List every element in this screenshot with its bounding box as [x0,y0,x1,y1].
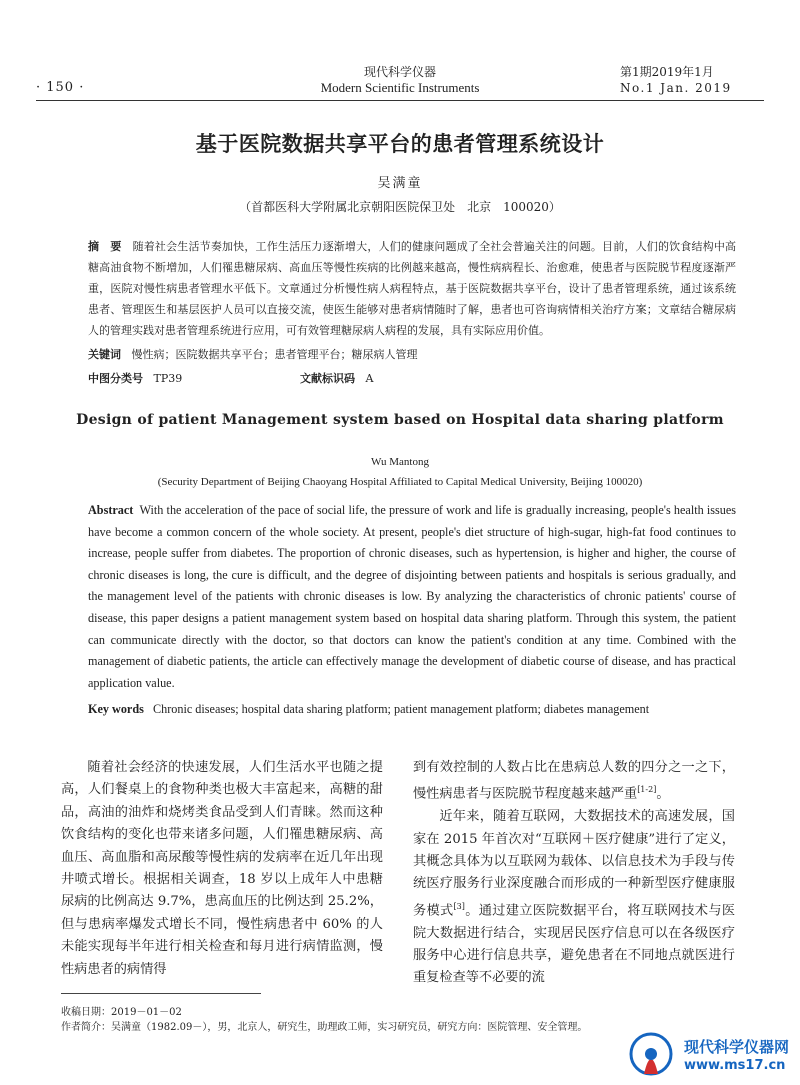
footnote-author-bio: 作者简介：吴满童（1982.09－），男，北京人，研究生，助理政工师，实习研究员，研究方向：医院管理、安全管理。 [61,1022,588,1033]
body-paragraph: 随着社会经济的快速发展，人们生活水平也随之提高，人们餐桌上的食物种类也极大丰富起来，高糖的甜品，高油的油炸和烧烤类食品受到人们青睐。然而这种饮食结构的变化也带来诸多问题，人们罹患糖尿病、高血压、高血脂和高尿酸等慢性病的发病率在近几年出现井喷式增长。根据相关调查，18 岁以上成年人中患糖尿病的比例高达 9.7%，患高血压的比例达到 25.2%，但与患病率爆发式增长不同，慢性病患者中 60% 的人未能实现每半年进行相关检查和每月进行病情监测，慢性病患者的病情得 [61,760,383,977]
body-column-right [413,757,735,990]
journal-name-cn: 现代科学仪器 [363,65,436,79]
document-code [300,370,373,386]
affiliation-cn: （首都医科大学附属北京朝阳医院保卫处 北京 100020） [239,200,561,214]
body-paragraph-continued [413,757,735,806]
header-rule [36,100,764,101]
keywords-cn [88,346,736,362]
classification-value: TP39 [153,372,183,385]
keywords-en [88,702,736,717]
abstract-cn-label: 摘 要 [88,240,122,253]
page-number: · 150 · [36,80,85,95]
abstract-cn-text: 随着社会生活节奏加快，工作生活压力逐渐增大，人们的健康问题成了全社会普遍关注的问题。目前，人们的饮食结构中高糖高油食物不断增加，人们罹患糖尿病、高血压等慢性疾病的比例越来越高，慢性病病程长、治愈难，使患者与医院脱节程度逐渐严重，医院对慢性病患者管理水平低下。文章通过分析慢性病人病程特点，基于医院数据共享平台，设计了患者管理系统，通过该系统患者、管理医生和基层医护人员可以直接交流，使医生能够对患者病情随时了解，患者也可咨询病情相关治疗方案；文章结合糖尿病人的管理实践对患者管理系统进行应用，可有效管理糖尿病人病程的发展，具有实际应用价值。 [88,240,737,337]
abstract-en [88,500,736,694]
body-text: 到有效控制的人数占比在患病总人数的四分之一之下，慢性病患者与医院脱节程度越来越严重 [413,760,735,802]
classification-label: 中图分类号 [88,372,143,385]
watermark-url[interactable]: www.ms17.cn [684,1058,786,1073]
author-en: Wu Mantong [371,456,429,468]
doc-code-value: A [365,372,374,385]
journal-name-en: Modern Scientific Instruments [320,80,480,95]
keywords-en-label: Key words [88,702,144,716]
body-text: 。通过建立医院数据平台，将互联网技术与医院大数据进行结合，实现居民医疗信息可以在各级医疗服务中心进行信息共享，避免患者在不同地点就医进行重复检查等不必要的流 [413,903,736,986]
issue-info [620,64,732,96]
keywords-cn-label: 关键词 [88,348,121,361]
abstract-en-label: Abstract [88,503,134,517]
body-text: 近年来，随着互联网，大数据技术的高速发展，国家在 2015 年首次对“互联网＋医疗健康”进行了定义，其概念具体为以互联网为载体、以信息技术为手段与传统医疗服务行业深度融合而形成的一种新型医疗健康服务模式 [413,809,735,919]
watermark-logo-icon [624,1030,680,1080]
citation: [1-2] [637,785,657,795]
author-cn: 吴满童 [377,176,423,191]
keywords-cn-text: 慢性病；医院数据共享平台；患者管理平台；糖尿病人管理 [131,348,418,361]
paper-title-cn: 基于医院数据共享平台的患者管理系统设计 [195,131,605,156]
affiliation-en: (Security Department of Beijing Chaoyang Hospital Affiliated to Capital Medical University, Beijing 100020) [157,476,643,488]
body-text: 。 [656,786,670,802]
footnote-rule [61,993,261,994]
footnote-received: 收稿日期：2019－01－02 [61,1007,182,1018]
citation: [3] [453,901,465,911]
issue-en: No.1 Jan. 2019 [620,81,732,95]
abstract-cn [88,236,736,341]
body-paragraph [413,806,735,990]
classification-number [88,370,182,386]
doc-code-label: 文献标识码 [300,372,355,385]
watermark-name: 现代科学仪器网 [684,1038,790,1056]
issue-cn: 第1期2019年1月 [620,65,714,79]
paper-title-en: Design of patient Management system based on Hospital data sharing platform [76,412,724,428]
body-column-left [61,757,383,981]
keywords-en-text: Chronic diseases; hospital data sharing platform; patient management platform; diabetes management [153,702,650,716]
abstract-en-text: With the acceleration of the pace of social life, the pressure of work and life is gradually increasing, people's health issues have become a common concern of the whole society. At present, people's diet structure of high-sugar, high-fat food continues to increase, people suffer from diabetes. The proportion of chronic diseases, such as hypertension, is higher and higher, the course of chronic diseases is long, the cure is difficult, and the degree of disjointing between patients and hospitals is serious gradually, and the management level of the patients with chronic diseases is low. By analyzing the characteristics of chronic patients' course of disease, this paper designs a patient management system based on hospital data sharing platform. Through this system, the patient can communicate directly with the doctor, so that doctors can know the patient's condition at any time. Combined with the management of diabetic patients, the article can effectively manage the development of diabetic course of disease, and has practical application value. [88,503,736,690]
